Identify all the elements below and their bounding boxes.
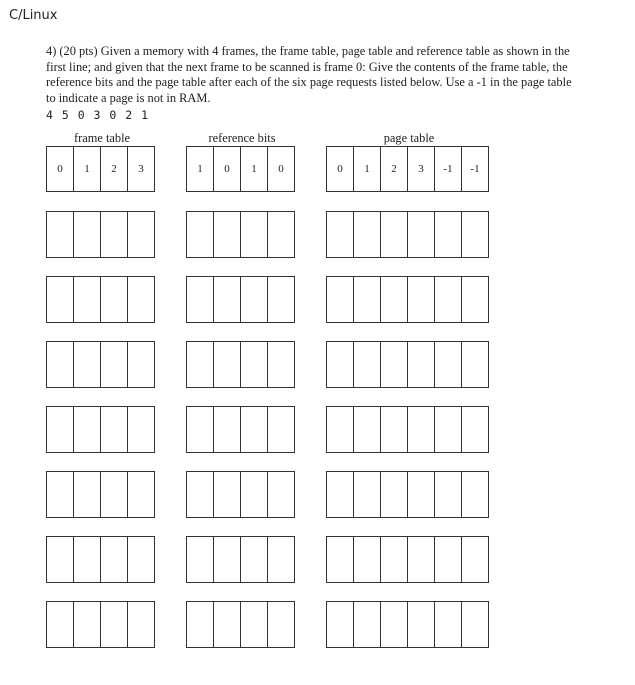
page-cell: [435, 341, 462, 388]
page-cell: [435, 471, 462, 518]
page-cell: 2: [381, 146, 408, 192]
page-cell: [327, 601, 354, 648]
frame-cell: [47, 276, 74, 323]
frame-cell: [101, 276, 128, 323]
reference-cell: [268, 341, 295, 388]
frame-cell: [101, 341, 128, 388]
reference-cell: [241, 276, 268, 323]
page-cell: [381, 211, 408, 258]
frame-cell: [128, 211, 155, 258]
page-cell: [408, 406, 435, 453]
reference-cell: [241, 341, 268, 388]
reference-cell: [241, 536, 268, 583]
reference-cell: [187, 536, 214, 583]
question-line: first line; and given that the next frame to be scanned is frame 0: Give the contents of the frame table, the: [46, 59, 568, 74]
page-cell: [408, 536, 435, 583]
page-cell: -1: [435, 146, 462, 192]
page-cell: [408, 341, 435, 388]
reference-cell: 0: [214, 146, 241, 192]
frame-cell: [74, 601, 101, 648]
page-cell: [354, 471, 381, 518]
question-line: reference bits and the page table after each of the six page requests listed below. Use a -1 in the page table: [46, 75, 572, 90]
page-cell: [408, 601, 435, 648]
frame-cell: [101, 471, 128, 518]
reference-cell: [268, 211, 295, 258]
page-cell: [435, 601, 462, 648]
reference-cell: [268, 601, 295, 648]
page-cell: [327, 471, 354, 518]
frame-cell: [74, 536, 101, 583]
reference-bits-blank: [186, 536, 295, 583]
reference-cell: [187, 471, 214, 518]
frame-table-blank: [46, 276, 155, 323]
page-cell: [435, 536, 462, 583]
page-cell: [435, 276, 462, 323]
frame-cell: [47, 536, 74, 583]
page-cell: [327, 406, 354, 453]
frame-cell: [47, 471, 74, 518]
page-cell: [462, 341, 489, 388]
reference-cell: [187, 276, 214, 323]
page-cell: [435, 406, 462, 453]
reference-bits-blank: [186, 276, 295, 323]
frame-cell: [128, 406, 155, 453]
reference-cell: [214, 211, 241, 258]
frame-cell: 3: [128, 146, 155, 192]
frame-table-blank: [46, 601, 155, 648]
page-cell: [462, 601, 489, 648]
frame-cell: [47, 601, 74, 648]
page-cell: [408, 276, 435, 323]
reference-cell: [214, 601, 241, 648]
page-cell: [327, 211, 354, 258]
page-cell: [354, 601, 381, 648]
page-cell: [462, 276, 489, 323]
page-cell: [381, 276, 408, 323]
page-table-blank: [326, 406, 489, 453]
page-cell: [354, 211, 381, 258]
frame-cell: [128, 536, 155, 583]
frame-cell: [47, 341, 74, 388]
reference-bits-blank: [186, 406, 295, 453]
frame-cell: [47, 211, 74, 258]
reference-bits-blank: [186, 601, 295, 648]
page-table-blank: [326, 471, 489, 518]
page-table-blank: [326, 276, 489, 323]
reference-cell: [187, 406, 214, 453]
question-line: to indicate a page is not in RAM.: [46, 90, 211, 105]
reference-bits-blank: [186, 211, 295, 258]
reference-cell: [187, 211, 214, 258]
reference-cell: [241, 471, 268, 518]
frame-cell: 0: [47, 146, 74, 192]
reference-string: 4 5 0 3 0 2 1: [46, 108, 150, 122]
page-table-blank: [326, 536, 489, 583]
page-table-blank: [326, 341, 489, 388]
frame-table-blank: [46, 341, 155, 388]
page-cell: [462, 471, 489, 518]
reference-cell: [214, 406, 241, 453]
reference-cell: [268, 536, 295, 583]
frame-cell: [128, 341, 155, 388]
page-cell: [354, 406, 381, 453]
page-cell: -1: [462, 146, 489, 192]
reference-cell: [214, 341, 241, 388]
frame-cell: 1: [74, 146, 101, 192]
page-table-blank: [326, 601, 489, 648]
page-cell: [462, 406, 489, 453]
reference-cell: 0: [268, 146, 295, 192]
page-cell: [354, 536, 381, 583]
reference-bits-blank: [186, 341, 295, 388]
frame-cell: [101, 601, 128, 648]
frame-table-initial: [46, 146, 155, 192]
page-cell: [435, 211, 462, 258]
page-cell: [381, 471, 408, 518]
frame-cell: [128, 601, 155, 648]
page-cell: [408, 471, 435, 518]
reference-cell: [187, 601, 214, 648]
frame-cell: [101, 406, 128, 453]
page-cell: [462, 536, 489, 583]
frame-cell: [128, 471, 155, 518]
reference-cell: [241, 406, 268, 453]
frame-cell: [74, 211, 101, 258]
page-cell: [327, 341, 354, 388]
frame-table-caption: frame table: [73, 131, 131, 145]
frame-table-blank: [46, 471, 155, 518]
frame-table-blank: [46, 211, 155, 258]
page-cell: [354, 276, 381, 323]
reference-cell: 1: [241, 146, 268, 192]
frame-cell: [74, 471, 101, 518]
page-cell: [381, 406, 408, 453]
frame-cell: [101, 211, 128, 258]
page-cell: [408, 211, 435, 258]
reference-cell: [241, 211, 268, 258]
page-cell: [354, 341, 381, 388]
page-cell: 0: [327, 146, 354, 192]
page-cell: [327, 276, 354, 323]
page-table-blank: [326, 211, 489, 258]
reference-cell: 1: [187, 146, 214, 192]
frame-cell: [128, 276, 155, 323]
page-cell: [327, 536, 354, 583]
frame-cell: [74, 341, 101, 388]
page-cell: 1: [354, 146, 381, 192]
frame-cell: [74, 276, 101, 323]
page-cell: [381, 536, 408, 583]
page-cell: 3: [408, 146, 435, 192]
reference-cell: [268, 471, 295, 518]
reference-cell: [187, 341, 214, 388]
reference-bits-blank: [186, 471, 295, 518]
page-table-initial: [326, 146, 489, 192]
reference-cell: [241, 601, 268, 648]
question-line: 4) (20 pts) Given a memory with 4 frames, the frame table, page table and reference table as shown in the: [46, 44, 570, 58]
frame-table-blank: [46, 536, 155, 583]
reference-cell: [214, 536, 241, 583]
frame-cell: [74, 406, 101, 453]
frame-cell: 2: [101, 146, 128, 192]
frame-table-blank: [46, 406, 155, 453]
question-text: [46, 44, 635, 106]
page-cell: [381, 341, 408, 388]
reference-cell: [268, 406, 295, 453]
reference-cell: [268, 276, 295, 323]
page-table-caption: page table: [383, 131, 435, 145]
page-cell: [381, 601, 408, 648]
reference-bits-initial: [186, 146, 295, 192]
page-cell: [462, 211, 489, 258]
reference-cell: [214, 471, 241, 518]
frame-cell: [47, 406, 74, 453]
path-label: C/Linux: [9, 8, 58, 23]
reference-bits-caption: reference bits: [208, 131, 276, 145]
reference-cell: [214, 276, 241, 323]
frame-cell: [101, 536, 128, 583]
